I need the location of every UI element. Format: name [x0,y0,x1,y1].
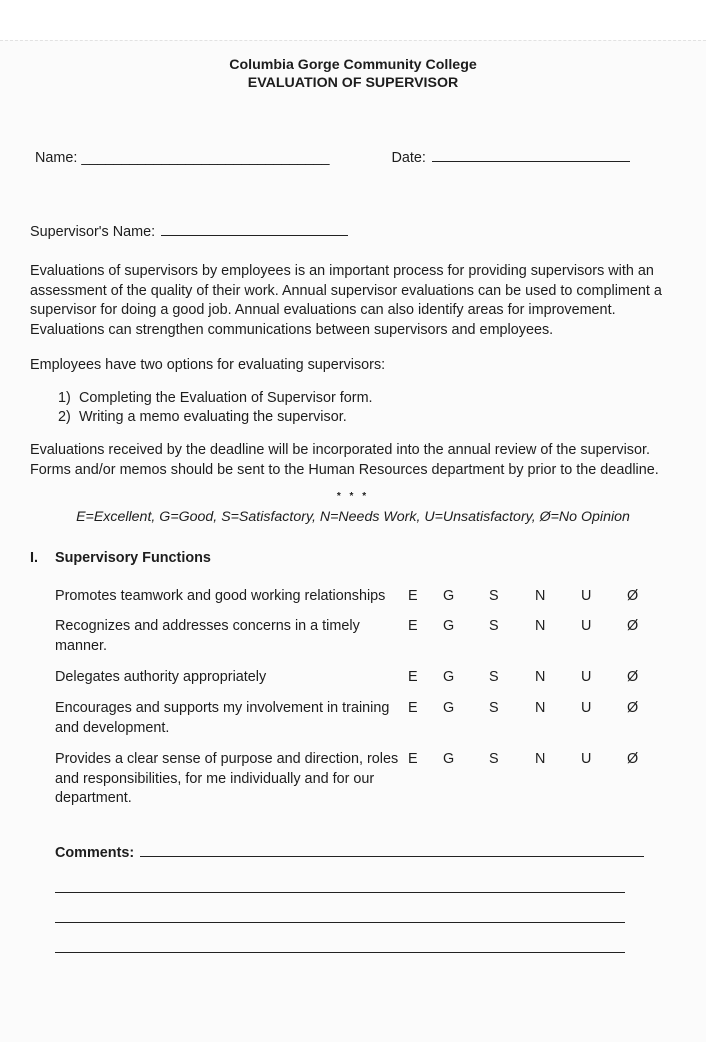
rating-option-no-opinion[interactable]: Ø [627,751,639,768]
college-name-title: Columbia Gorge Community College [229,57,477,73]
rating-row [30,587,676,607]
form-title: EVALUATION OF SUPERVISOR [247,74,459,91]
rating-option-no-opinion[interactable]: Ø [627,700,639,716]
comments-blank-line[interactable] [55,893,625,923]
comments-field-line[interactable] [140,843,644,857]
rating-option-satisfactory[interactable]: S [489,587,499,604]
rating-option-unsatisfactory[interactable]: U [581,751,592,768]
list-item-text: Writing a memo evaluating the supervisor. [79,409,347,426]
rating-legend: E=Excellent, G=Good, S=Satisfactory, N=Needs Work, U=Unsatisfactory, Ø=No Opinion [76,508,630,525]
options-intro-paragraph: Employees have two options for evaluating supervisors: [30,357,386,374]
deadline-paragraph: Evaluations received by the deadline will be incorporated into the annual review of the supervisor. Forms and/or memos should be sent to the Human Resources department by prior to the deadline. [30,442,659,478]
name-label: Name: [35,150,78,167]
rating-option-needs-work[interactable]: N [535,751,546,768]
rating-option-no-opinion[interactable]: Ø [627,587,639,604]
rating-option-needs-work[interactable]: N [535,700,546,716]
rating-option-good[interactable]: G [443,618,455,635]
document-header [30,57,676,93]
section-heading-label: Supervisory Functions [55,550,211,567]
rating-option-no-opinion[interactable]: Ø [627,669,639,686]
options-list [30,389,676,428]
rating-option-good[interactable]: G [443,587,455,604]
list-item-text: Completing the Evaluation of Supervisor form. [79,389,373,406]
rating-option-unsatisfactory[interactable]: U [581,618,592,635]
supervisor-name-field-line[interactable] [161,223,348,237]
rating-row [30,750,676,809]
supervisor-name-label: Supervisor's Name: [30,224,156,241]
rating-option-unsatisfactory[interactable]: U [581,669,592,686]
comments-blank-line[interactable] [55,863,625,893]
rating-option-needs-work[interactable]: N [535,618,546,635]
rating-option-no-opinion[interactable]: Ø [627,618,639,635]
comments-section [30,843,676,953]
rating-row [30,668,676,688]
list-item [30,408,676,428]
comments-row [55,843,676,863]
rating-row [30,617,676,656]
rating-option-good[interactable]: G [443,700,455,716]
section-heading [30,549,676,569]
rating-option-satisfactory[interactable]: S [489,751,499,768]
supervisor-name-row [30,223,676,243]
top-margin-strip [0,0,706,40]
rating-option-excellent[interactable]: E [408,669,418,686]
section-numeral: I. [30,550,38,567]
list-item-number: 2) [58,409,71,426]
rating-option-excellent[interactable]: E [408,751,418,768]
rating-row [30,699,676,738]
rating-statement: Encourages and supports my involvement in training and development. [55,700,390,736]
rating-option-needs-work[interactable]: N [535,669,546,686]
comments-label: Comments: [55,844,135,861]
list-item-number: 1) [58,389,71,406]
rating-option-excellent[interactable]: E [408,587,418,604]
rating-option-excellent[interactable]: E [408,700,418,716]
rating-option-satisfactory[interactable]: S [489,700,499,716]
name-date-row [30,149,676,169]
rating-option-satisfactory[interactable]: S [489,669,499,686]
rating-option-needs-work[interactable]: N [535,587,546,604]
rating-statement: Promotes teamwork and good working relationships [55,587,386,604]
section-divider: * * * [336,491,370,503]
rating-option-unsatisfactory[interactable]: U [581,587,592,604]
rating-option-good[interactable]: G [443,669,455,686]
rating-statement: Delegates authority appropriately [55,669,267,686]
date-label: Date: [391,150,426,167]
date-field-line[interactable] [432,149,630,163]
evaluation-form-page [0,40,706,1042]
rating-table [30,587,676,809]
name-field-line[interactable]: _______________________________ [81,150,330,167]
comments-blank-line[interactable] [55,923,625,953]
rating-option-good[interactable]: G [443,751,455,768]
list-item [30,389,676,409]
rating-option-excellent[interactable]: E [408,618,418,635]
date-group [392,149,630,169]
rating-statement: Provides a clear sense of purpose and direction, roles and responsibilities, for me individually and for our department. [55,751,399,807]
rating-option-unsatisfactory[interactable]: U [581,700,592,716]
intro-paragraph: Evaluations of supervisors by employees is an important process for providing supervisors with an assessment of the quality of their work. Annual supervisor evaluations can be used to compliment a supervisor for doing a good job. Annual evaluations can also identify areas for improvement. Evaluations can strengthen communications between supervisors and employees. [30,263,662,338]
rating-statement: Recognizes and addresses concerns in a timely manner. [55,618,360,654]
rating-option-satisfactory[interactable]: S [489,618,499,635]
